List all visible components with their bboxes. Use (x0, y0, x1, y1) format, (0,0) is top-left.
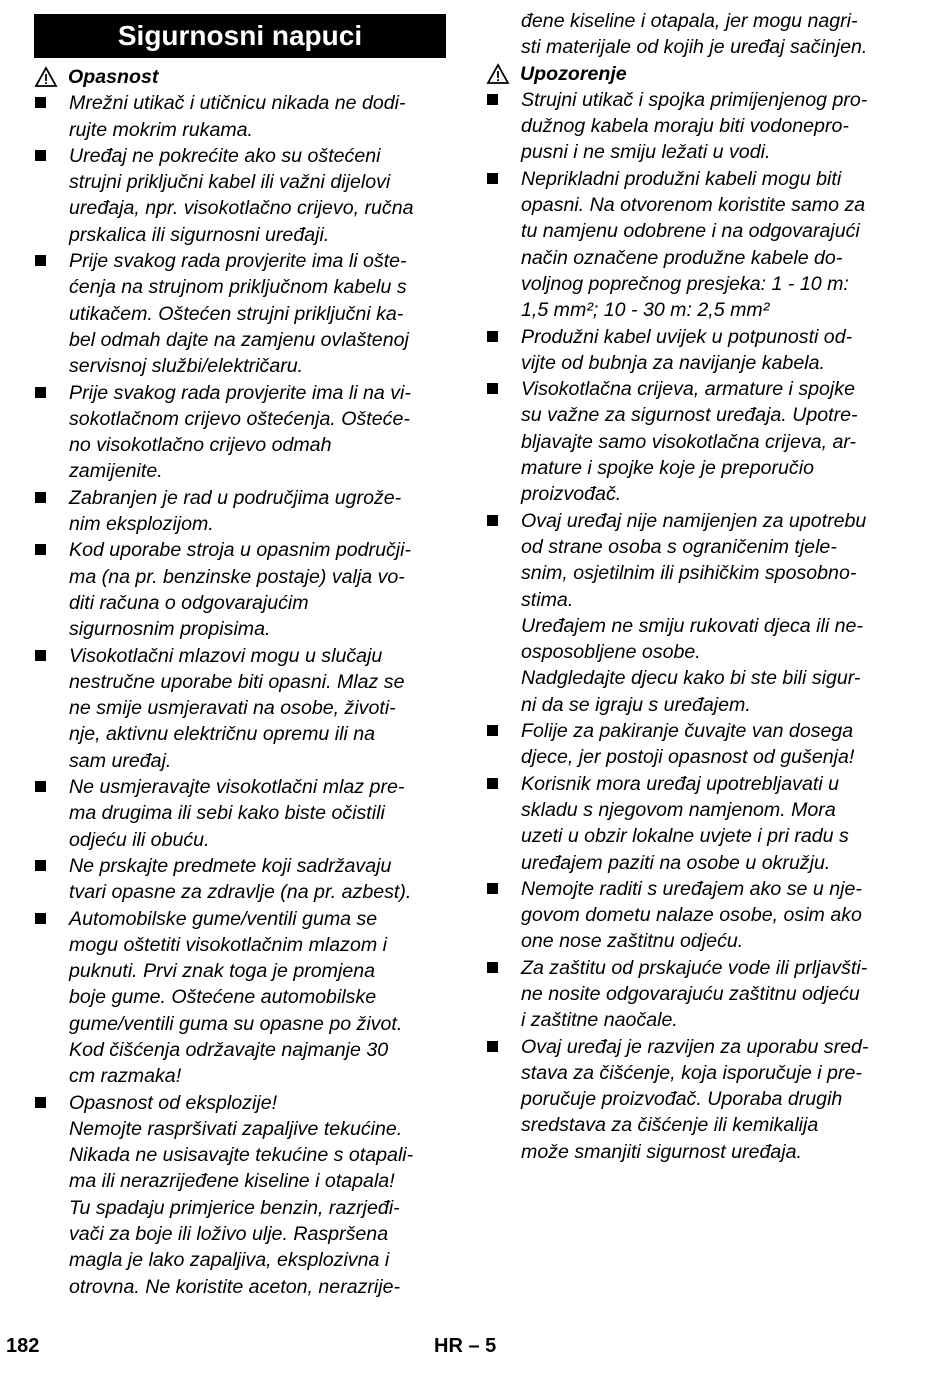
text-line: one nose zaštitnu odjeću. (521, 930, 744, 953)
bullet-square-icon (34, 143, 69, 248)
text-line: od strane osoba s ograničenim tjele- (521, 535, 837, 558)
text-line: Nikada ne usisavajte tekućine s otapali- (69, 1144, 414, 1167)
page-number: 182 (6, 1335, 40, 1357)
text-line: no visokotlačno crijevo odmah (69, 434, 332, 457)
list-item-text (69, 90, 446, 143)
text-line: zamijenite. (69, 460, 163, 483)
text-line: uređaja, npr. visokotlačno crijevo, ručna (69, 197, 414, 220)
list-item (34, 485, 446, 538)
list-item (34, 774, 446, 853)
bullet-square-icon (34, 853, 69, 906)
bullet-square-icon (486, 1034, 521, 1165)
text-line: tu namjenu odobrene i na odgovarajući (521, 220, 860, 243)
text-line: Folije za pakiranje čuvajte van dosega (521, 720, 854, 743)
section-code: HR – 5 (434, 1335, 497, 1357)
bullet-square-icon (34, 537, 69, 642)
text-line: prskalica ili sigurnosni uređaji. (69, 223, 330, 246)
text-line: Mrežni utikač i utičnicu nikada ne dodi- (69, 92, 406, 115)
list-item (34, 853, 446, 906)
text-line: Kod čišćenja održavajte najmanje 30 (69, 1038, 389, 1061)
text-line: Nemojte raditi s uređajem ako se u nje- (521, 877, 862, 900)
text-line: Ovaj uređaj je razvijen za uporabu sred- (521, 1035, 869, 1058)
text-line: skladu s njegovom namjenom. Mora (521, 798, 836, 821)
list-item-text (69, 774, 446, 853)
list-item-text (69, 380, 446, 485)
list-item-text (521, 718, 898, 771)
text-line: 1,5 mm²; 10 - 30 m: 2,5 mm² (521, 299, 770, 322)
text-line: sigurnosnim propisima. (69, 618, 271, 641)
text-line: poručuje proizvođač. Uporaba drugih (521, 1088, 843, 1111)
list-item-text (521, 508, 898, 718)
list-item-text (69, 537, 446, 642)
list-item (34, 906, 446, 1090)
list-item-text (69, 643, 446, 774)
text-line: Za zaštitu od prskajuće vode ili prljavšti- (521, 956, 868, 979)
warning-heading (486, 61, 898, 87)
list-item-text (521, 771, 898, 876)
text-line: i zaštitne naočale. (521, 1009, 678, 1032)
list-item-text (69, 248, 446, 379)
text-line: utikačem. Oštećen strujni priključni ka- (69, 302, 404, 325)
text-line: su važne za sigurnost uređaja. Upotre- (521, 404, 858, 427)
list-item (34, 380, 446, 485)
text-line: Ovaj uređaj nije namijenjen za upotrebu (521, 509, 867, 532)
text-line: može smanjiti sigurnost uređaja. (521, 1140, 802, 1163)
list-item (34, 643, 446, 774)
right-list (486, 87, 898, 1165)
text-line: stima. (521, 588, 574, 611)
bullet-square-icon (34, 90, 69, 143)
text-line: proizvođač. (521, 483, 622, 506)
list-item-text (521, 376, 898, 507)
bullet-square-icon (486, 876, 521, 955)
list-item (486, 955, 898, 1034)
text-line: bljavajte samo visokotlačna crijeva, ar- (521, 430, 857, 453)
section-title: Sigurnosni napuci (34, 14, 446, 58)
text-line: Ne prskajte predmete koji sadržavaju (69, 854, 392, 877)
text-line: osposobljene osobe. (521, 641, 701, 664)
danger-heading-label: Opasnost (68, 66, 159, 88)
text-line: rujte mokrim rukama. (69, 118, 253, 141)
bullet-square-icon (486, 376, 521, 507)
list-item-text (521, 87, 898, 166)
text-line: cm razmaka! (69, 1065, 182, 1088)
text-line: ma (na pr. benzinske postaje) valja vo- (69, 565, 405, 588)
text-line: Visokotlačna crijeva, armature i spojke (521, 378, 855, 401)
left-column (34, 14, 446, 1300)
text-line: vijte od bubnja za navijanje kabela. (521, 351, 825, 374)
right-column (486, 8, 898, 1165)
text-line: mogu oštetiti visokotlačnim mlazom i (69, 933, 387, 956)
list-item (486, 771, 898, 876)
text-line: Opasnost od eksplozije! (69, 1091, 278, 1114)
text-line: Produžni kabel uvijek u potpunosti od- (521, 325, 853, 348)
text-line: opasni. Na otvorenom koristite samo za (521, 194, 866, 217)
list-item-text (521, 166, 898, 324)
text-line: način označene produžne kabele do- (521, 246, 843, 269)
text-line: Visokotlačni mlazovi mogu u slučaju (69, 644, 383, 667)
bullet-square-icon (34, 485, 69, 538)
text-line: govom dometu nalaze osobe, osim ako (521, 904, 862, 927)
danger-heading (34, 64, 446, 90)
warning-triangle-icon (34, 66, 64, 88)
list-item-text (521, 876, 898, 955)
text-line: magla je lako zapaljiva, eksplozivna i (69, 1249, 390, 1272)
text-line: otrovna. Ne koristite aceton, nerazrije- (69, 1275, 401, 1298)
list-item (486, 508, 898, 718)
bullet-square-icon (486, 718, 521, 771)
text-line: ne smije usmjeravati na osobe, životi- (69, 697, 396, 720)
text-line: tvari opasne za zdravlje (na pr. azbest). (69, 881, 412, 904)
list-item (486, 376, 898, 507)
list-item (34, 537, 446, 642)
bullet-square-icon (34, 774, 69, 853)
text-line: Ne usmjeravajte visokotlačni mlaz pre- (69, 776, 405, 799)
text-line: ma drugima ili sebi kako biste očistili (69, 802, 385, 825)
list-item-text (521, 324, 898, 377)
text-line: nim eksplozijom. (69, 513, 214, 536)
list-item-text (69, 1090, 446, 1300)
continuation-text (486, 8, 898, 61)
text-line: strujni priključni kabel ili važni dijelovi (69, 171, 391, 194)
text-line: boje gume. Oštećene automobilske (69, 986, 377, 1009)
text-line: mature i spojke koje je preporučio (521, 457, 814, 480)
list-item (486, 324, 898, 377)
text-line: sam uređaj. (69, 749, 172, 772)
list-item (486, 87, 898, 166)
text-line: bel odmah dajte na zamjenu ovlaštenoj (69, 328, 409, 351)
text-line: ni da se igraju s uređajem. (521, 693, 751, 716)
list-item (486, 718, 898, 771)
text-line: servisnoj službi/električaru. (69, 355, 304, 378)
text-line: Strujni utikač i spojka primijenjenog pro- (521, 88, 868, 111)
text-line: Nemojte raspršivati zapaljive tekućine. (69, 1117, 403, 1140)
text-line: pusni i ne smiju ležati u vodi. (521, 141, 771, 164)
list-item-text (69, 485, 446, 538)
text-line: snim, osjetilnim ili psihičkim sposobno- (521, 562, 857, 585)
text-line: ma ili nerazrijeđene kiseline i otapala! (69, 1170, 395, 1193)
list-item (486, 166, 898, 324)
list-item-text (521, 1034, 898, 1165)
bullet-square-icon (486, 324, 521, 377)
list-item-text (69, 853, 446, 906)
left-list (34, 90, 446, 1300)
warning-triangle-icon (486, 63, 516, 85)
text-line: dužnog kabela moraju biti vodonepro- (521, 115, 849, 138)
text-line: nje, aktivnu električnu opremu ili na (69, 723, 376, 746)
bullet-square-icon (34, 1090, 69, 1300)
bullet-square-icon (486, 87, 521, 166)
text-line: ne nosite odgovarajuću zaštitnu odjeću (521, 982, 860, 1005)
text-line: djece, jer postoji opasnost od gušenja! (521, 746, 855, 769)
bullet-square-icon (486, 166, 521, 324)
bullet-square-icon (34, 643, 69, 774)
list-item-text (69, 143, 446, 248)
text-line: uređajem paziti na osobe u okružju. (521, 851, 831, 874)
bullet-square-icon (486, 955, 521, 1034)
list-item (34, 248, 446, 379)
text-line: nestručne uporabe biti opasni. Mlaz se (69, 670, 405, 693)
text-line: voljnog poprečnog presjeka: 1 - 10 m: (521, 272, 849, 295)
list-item (34, 1090, 446, 1300)
text-line: Uređaj ne pokrećite ako su oštećeni (69, 144, 381, 167)
bullet-square-icon (34, 380, 69, 485)
text-line: vači za boje ili loživo ulje. Raspršena (69, 1223, 389, 1246)
text-line: odjeću ili obuću. (69, 828, 210, 851)
warning-heading-label: Upozorenje (520, 62, 627, 85)
text-line: stava za čišćenje, koja isporučuje i pre- (521, 1061, 862, 1084)
list-item (486, 1034, 898, 1165)
text-line: Prije svakog rada provjerite ima li na vi- (69, 381, 411, 404)
bullet-square-icon (486, 508, 521, 718)
text-line: Neprikladni produžni kabeli mogu biti (521, 167, 842, 190)
text-line: Uređajem ne smiju rukovati djeca ili ne- (521, 614, 863, 637)
list-item (486, 876, 898, 955)
text-line: Zabranjen je rad u područjima ugrože- (69, 486, 402, 509)
list-item (34, 90, 446, 143)
text-line: uzeti u obzir lokalne uvjete i pri radu s (521, 825, 849, 848)
text-line: Kod uporabe stroja u opasnim područji- (69, 539, 412, 562)
text-line: diti računa o odgovarajućim (69, 591, 309, 614)
list-item-text (69, 906, 446, 1090)
text-line: ćenja na strujnom priključnom kabelu s (69, 276, 407, 299)
text-line: Nadgledajte djecu kako bi ste bili sigur- (521, 667, 861, 690)
text-line: sti materijale od kojih je uređaj sačinjen. (521, 36, 868, 59)
text-line: Tu spadaju primjerice benzin, razrjeđi- (69, 1196, 400, 1219)
text-line: puknuti. Prvi znak toga je promjena (69, 960, 376, 983)
bullet-square-icon (34, 248, 69, 379)
text-line: Korisnik mora uređaj upotrebljavati u (521, 772, 840, 795)
list-item-text (521, 955, 898, 1034)
text-line: Prije svakog rada provjerite ima li ošte- (69, 250, 407, 273)
text-line: đene kiseline i otapala, jer mogu nagri- (521, 10, 858, 32)
bullet-square-icon (34, 906, 69, 1090)
bullet-square-icon (486, 771, 521, 876)
list-item (34, 143, 446, 248)
text-line: sokotlačnom crijevo oštećenja. Ošteće- (69, 407, 410, 430)
text-line: gume/ventili guma su opasne po život. (69, 1012, 403, 1035)
text-line: Automobilske gume/ventili guma se (69, 907, 378, 930)
text-line: sredstava za čišćenje ili kemikalija (521, 1114, 819, 1137)
